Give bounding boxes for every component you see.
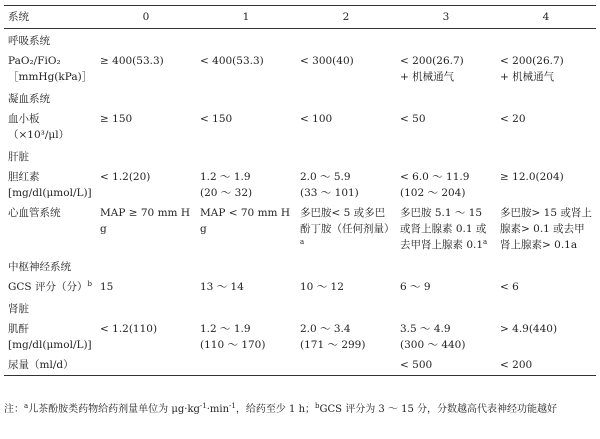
table-row-creatinine <box>4 319 596 355</box>
cell-bilirubin-4: ≥ 12.0(204) <box>500 171 564 183</box>
footnote-mark-a: a <box>300 238 305 246</box>
cell-urine-1 <box>196 355 296 376</box>
cell-urine-2 <box>296 355 396 376</box>
cell-creatinine-1 <box>196 319 296 355</box>
table-row-pao2 <box>4 51 596 87</box>
system-row-cns <box>4 255 596 277</box>
footnote-mark-a: a <box>24 402 29 410</box>
cell-creatinine-3-line1: 3.5 ～ 4.9 <box>400 323 451 335</box>
cell-bilirubin-3 <box>396 167 496 203</box>
footnote-text-a: 儿茶酚胺类药物给药剂量单位为 μg·kg <box>28 404 200 415</box>
row-label-platelet-line1: 血小板 <box>8 113 40 125</box>
cell-bilirubin-1 <box>196 167 296 203</box>
row-label-pao2-line2: ［mmHg(kPa)］ <box>8 71 93 83</box>
table-row-platelet <box>4 109 596 145</box>
cell-cardio-2 <box>296 203 396 255</box>
cell-cardio-3 <box>396 203 496 255</box>
system-row-coagulation <box>4 87 596 109</box>
cell-cardio-1: MAP < 70 mm Hg <box>200 207 290 235</box>
cell-urine-0 <box>96 355 196 376</box>
cell-creatinine-2-line1: 2.0 ～ 3.4 <box>300 323 351 335</box>
cell-creatinine-2-line2: (171 ～ 299) <box>300 339 366 351</box>
row-label-cardio: 心血管系统 <box>8 207 61 219</box>
footnote-unit-min: ·min <box>206 404 230 415</box>
header-score-2: 2 <box>296 6 396 29</box>
cell-pao2-4-line2: + 机械通气 <box>500 71 555 83</box>
row-label-gcs <box>4 277 96 297</box>
table-row-urine <box>4 355 596 376</box>
row-label-pao2-line1: PaO₂/FiO₂ <box>8 55 61 67</box>
cell-creatinine-2 <box>296 319 396 355</box>
row-label-creatinine-line2: [mg/dl(μmol/L)] <box>8 339 92 351</box>
system-label-cns: 中枢神经系统 <box>8 261 71 273</box>
table-row-gcs <box>4 277 596 297</box>
cell-gcs-3: 6 ～ 9 <box>400 281 431 293</box>
cell-bilirubin-3-line2: (102 ～ 204) <box>400 187 466 199</box>
table-row-bilirubin <box>4 167 596 203</box>
cell-creatinine-3-line2: (300 ～ 440) <box>400 339 466 351</box>
cell-gcs-1: 13 ～ 14 <box>200 281 244 293</box>
row-label-platelet-line2: （×10³/μl） <box>8 129 70 141</box>
system-row-liver <box>4 145 596 167</box>
cell-pao2-1: < 400(53.3) <box>200 55 264 67</box>
row-label-gcs-text: GCS 评分（分） <box>8 281 88 293</box>
cell-bilirubin-1-line2: (20 ～ 32) <box>200 187 253 199</box>
cell-bilirubin-1-line1: 1.2 ～ 1.9 <box>200 171 251 183</box>
cell-creatinine-1-line2: (110 ～ 170) <box>200 339 266 351</box>
footnote-mark-b: b <box>87 280 92 288</box>
cell-pao2-3 <box>396 51 496 87</box>
cell-cardio-2-text: 多巴胺< 5 或多巴酚丁胺（任何剂量） <box>300 207 395 235</box>
system-row-kidney <box>4 297 596 319</box>
table-footnote <box>4 402 594 418</box>
row-label-creatinine-line1: 肌酐 <box>8 323 29 335</box>
footnote-prefix: 注： <box>4 404 24 415</box>
cell-platelet-1: < 150 <box>200 113 233 125</box>
row-label-pao2 <box>4 51 96 87</box>
cell-platelet-3: < 50 <box>400 113 426 125</box>
cell-cardio-4: 多巴胺> 15 或肾上腺素> 0.1 或去甲肾上腺素> 0.1a <box>500 207 592 251</box>
cell-pao2-4-line1: < 200(26.7) <box>500 55 564 67</box>
cell-cardio-3-text: 多巴胺 5.1 ～ 15 或肾上腺素 0.1 或去甲肾上腺素 0.1 <box>400 207 487 251</box>
cell-bilirubin-2-line1: 2.0 ～ 5.9 <box>300 171 351 183</box>
footnote-exponent-kg: -1 <box>199 402 207 410</box>
cell-pao2-3-line1: < 200(26.7) <box>400 55 464 67</box>
cell-urine-4: < 200 <box>496 355 596 376</box>
row-label-platelet <box>4 109 96 145</box>
header-row <box>4 6 596 29</box>
row-label-bilirubin <box>4 167 96 203</box>
cell-platelet-0: ≥ 150 <box>100 113 133 125</box>
cell-pao2-2: < 300(40) <box>300 55 354 67</box>
row-label-urine: 尿量（ml/d） <box>4 355 96 376</box>
cell-platelet-2: < 100 <box>300 113 333 125</box>
cell-gcs-2: 10 ～ 12 <box>300 281 344 293</box>
header-score-4: 4 <box>496 6 596 29</box>
cell-creatinine-3 <box>396 319 496 355</box>
system-label-respiratory: 呼吸系统 <box>8 35 50 47</box>
cell-pao2-4 <box>496 51 596 87</box>
system-label-liver: 肝脏 <box>8 151 29 163</box>
cell-bilirubin-3-line1: < 6.0 ～ 11.9 <box>400 171 470 183</box>
table-row-cardio <box>4 203 596 255</box>
footnote-text-mid: ，给药至少 1 h； <box>235 404 316 415</box>
system-row-respiratory <box>4 29 596 52</box>
header-score-1: 1 <box>196 6 296 29</box>
cell-creatinine-0: < 1.2(110) <box>100 323 158 335</box>
footnote-mark-a: a <box>483 238 488 246</box>
cell-creatinine-1-line1: 1.2 ～ 1.9 <box>200 323 251 335</box>
header-score-3: 3 <box>396 6 496 29</box>
system-label-kidney: 肾脏 <box>8 303 29 315</box>
row-label-bilirubin-line2: [mg/dl(μmol/L)] <box>8 187 92 199</box>
row-label-bilirubin-line1: 胆红素 <box>8 171 40 183</box>
footnote-mark-b: b <box>315 402 320 410</box>
cell-urine-3: < 500 <box>396 355 496 376</box>
cell-creatinine-4: > 4.9(440) <box>500 323 558 335</box>
row-label-creatinine <box>4 319 96 355</box>
cell-cardio-0: MAP ≥ 70 mm Hg <box>100 207 190 235</box>
footnote-text-b: GCS 评分为 3 ～ 15 分，分数越高代表神经功能越好 <box>319 404 558 415</box>
cell-gcs-0: 15 <box>100 281 114 293</box>
header-system: 系统 <box>4 6 96 29</box>
cell-bilirubin-2 <box>296 167 396 203</box>
system-label-coagulation: 凝血系统 <box>8 93 50 105</box>
footnote-exponent-min: -1 <box>229 402 236 410</box>
cell-gcs-4: < 6 <box>500 281 519 293</box>
cell-pao2-0: ≥ 400(53.3) <box>100 55 164 67</box>
header-score-0: 0 <box>96 6 196 29</box>
cell-platelet-4: < 20 <box>500 113 526 125</box>
cell-pao2-3-line2: + 机械通气 <box>400 71 455 83</box>
sofa-score-table <box>4 5 596 376</box>
cell-bilirubin-0: < 1.2(20) <box>100 171 151 183</box>
cell-bilirubin-2-line2: (33 ～ 101) <box>300 187 359 199</box>
